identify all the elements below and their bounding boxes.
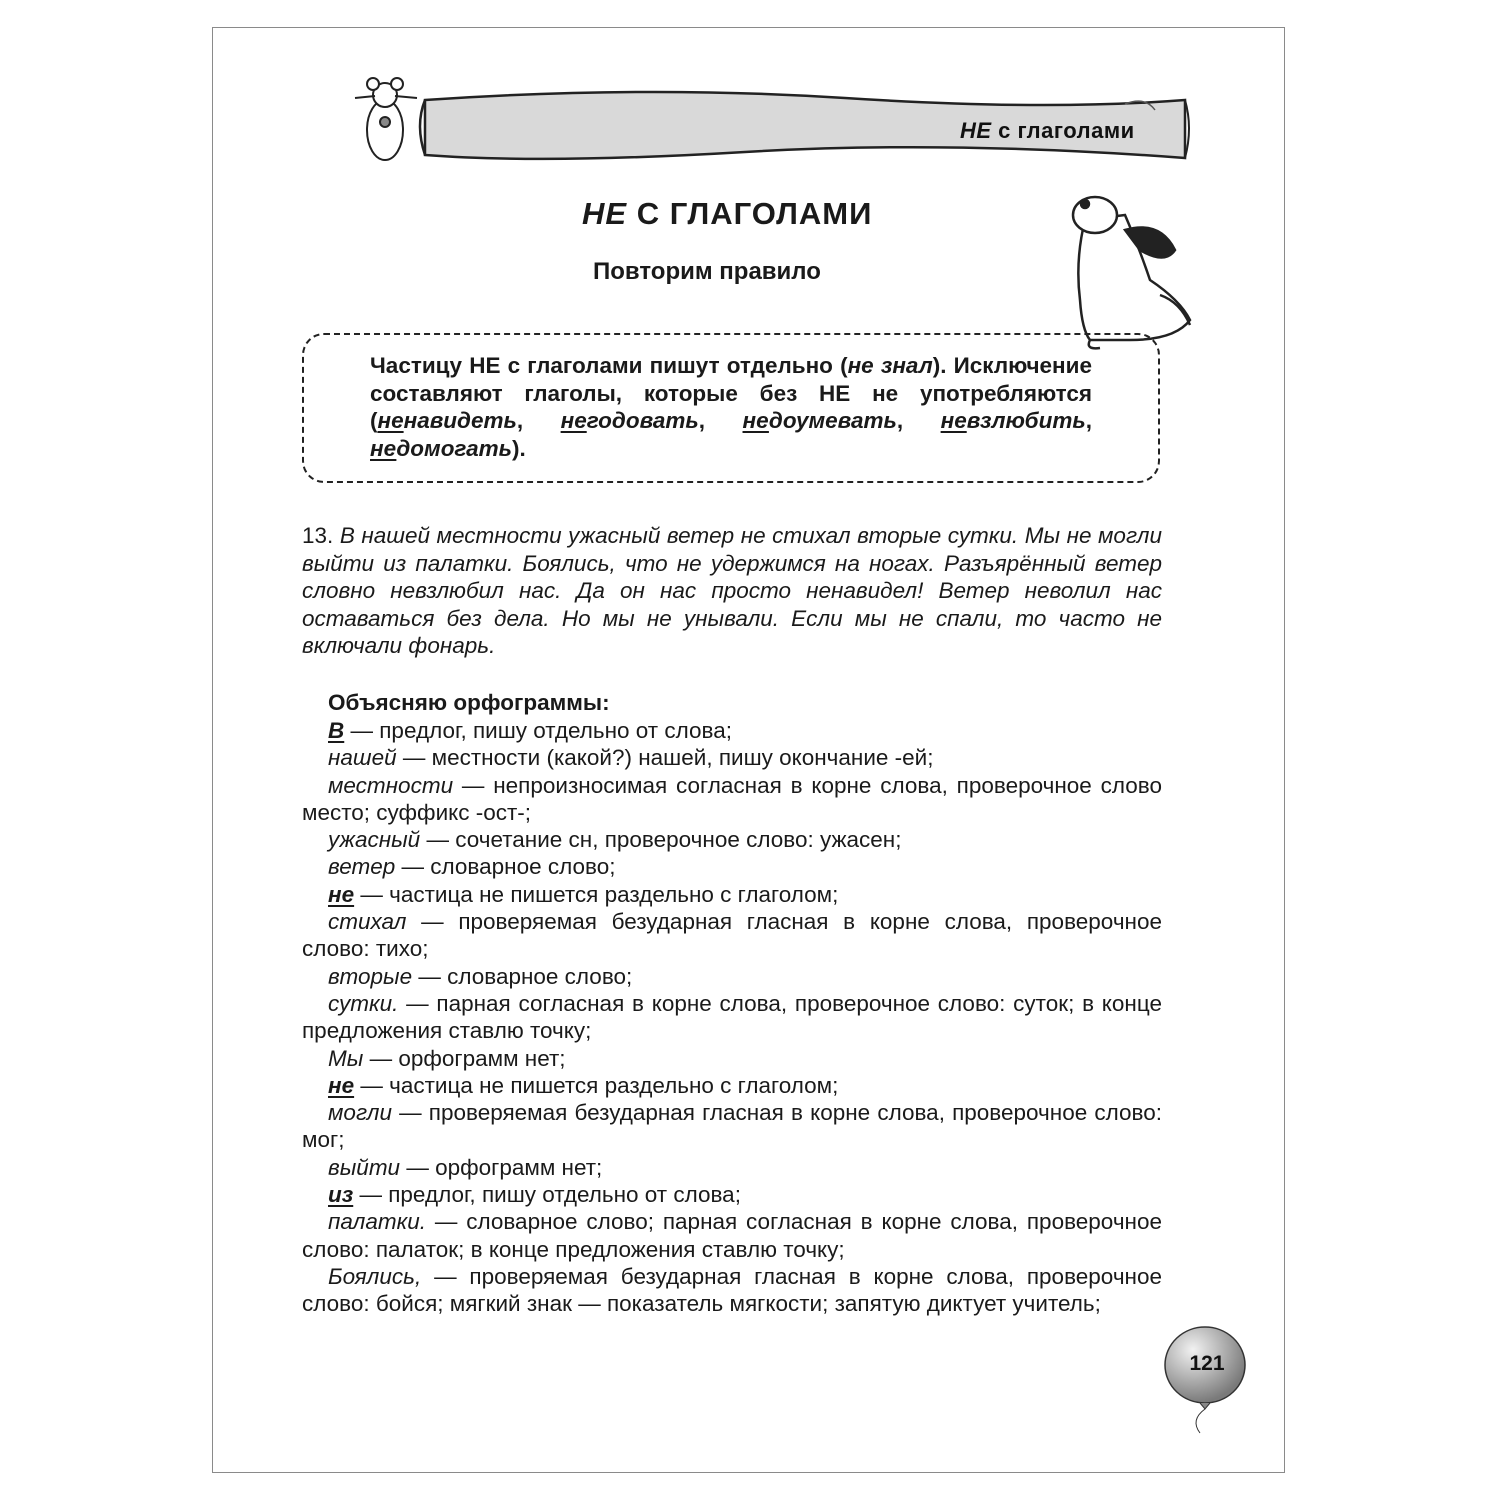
list-item: вторые — словарное слово; (328, 963, 633, 989)
exercise-number: 13. (302, 523, 340, 548)
subtitle: Повторим правило (593, 258, 821, 285)
page-number-balloon-icon (1160, 1325, 1250, 1435)
list-item: ужасный — сочетание сн, проверочное слово: ужасен; (328, 827, 902, 853)
list-item: местности — непроизносимая согласная в корне слова, проверочное слово место; суффикс -ост-; (302, 772, 1162, 825)
list-item: нашей — местности (какой?) нашей, пишу окончание -ей; (328, 745, 934, 771)
list-item: ветер — словарное слово; (328, 854, 616, 880)
list-item: из — предлог, пишу отдельно от слова; (328, 1182, 741, 1208)
list-item: сутки. — парная согласная в корне слова, проверочное слово: суток; в конце предложения ставлю точку; (302, 990, 1162, 1044)
list-item: не — частица не пишется раздельно с глаголом; (328, 881, 839, 907)
list-item: не — частица не пишется раздельно с глаголом; (328, 1072, 839, 1098)
list-item: выйти — орфограмм нет; (328, 1154, 603, 1180)
page-number: 121 (1189, 1352, 1225, 1375)
list-item: могли — проверяемая безударная гласная в корне слова, проверочное слово: мог; (302, 1100, 1162, 1153)
running-head: НЕ с глаголами (960, 118, 1135, 143)
list-item: Мы — орфограмм нет; (328, 1045, 566, 1071)
exercise-text: В нашей местности ужасный ветер не стихал вторые сутки. Мы не могли выйти из палатки. Боялись, что не удержимся на ногах. Разъярённый ветер словно невзлюбил нас. Да он нас просто ненавидел! Ветер неволил нас оставаться без дела. Но мы не унывали. Если мы не спали, то часто не включали фонарь. (302, 523, 1162, 658)
list-item: стихал — проверяемая безударная гласная в корне слова, проверочное слово: тихо; (302, 909, 1162, 962)
list-item: палатки. — словарное слово; парная согласная в корне слова, проверочное слово: палаток; в конце предложения ставлю точку; (302, 1209, 1162, 1262)
exercise-13 (302, 522, 1162, 660)
explain-heading: Объясняю орфограммы: (328, 690, 610, 715)
list-item: В — предлог, пишу отдельно от слова; (328, 718, 732, 743)
page-title: НЕ С ГЛАГОЛАМИ (582, 196, 873, 231)
mouse-icon (355, 78, 417, 160)
dog-illustration (1030, 190, 1205, 350)
explain-list (302, 717, 1162, 1318)
rule-text: Частицу НЕ с глаголами пишут отдельно (не знал). Исключение составляют глаголы, которые без НЕ не употребляются (ненавидеть, негодовать, недоумевать, невзлюбить, недомогать). (370, 353, 1092, 461)
list-item: Боялись, — проверяемая безударная гласная в корне слова, проверочное слово: бойся; мягкий знак — показатель мягкости; запятую диктует учитель; (302, 1263, 1162, 1317)
